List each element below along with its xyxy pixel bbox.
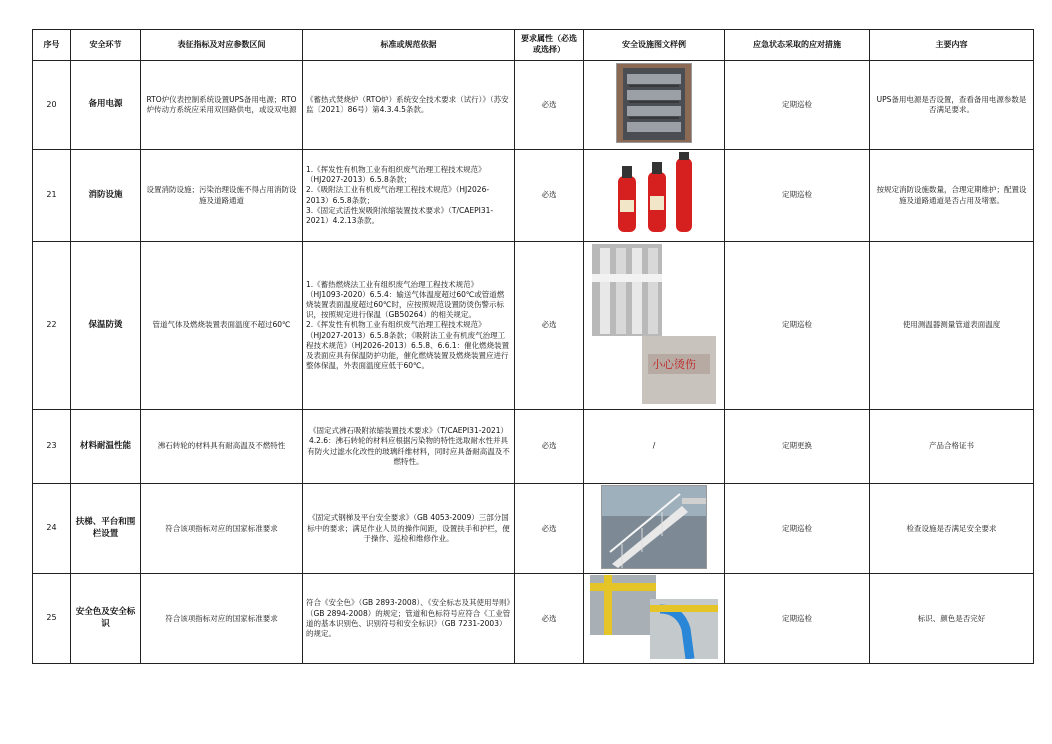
row-attr: 必选 <box>515 410 584 484</box>
row-attr: 必选 <box>515 150 584 242</box>
row-number: 20 <box>33 61 71 150</box>
table-row <box>33 574 1034 664</box>
table-row <box>33 410 1034 484</box>
row-content: 检查设施是否满足安全要求 <box>870 484 1034 574</box>
row-image <box>584 242 725 410</box>
row-section: 材料耐温性能 <box>71 410 141 484</box>
row-section: 安全色及安全标识 <box>71 574 141 664</box>
row-image <box>584 574 725 664</box>
header-indicator: 表征指标及对应参数区间 <box>141 30 303 61</box>
header-content: 主要内容 <box>870 30 1034 61</box>
row-section: 备用电源 <box>71 61 141 150</box>
fire-extinguisher-photo <box>604 152 704 236</box>
row-number: 23 <box>33 410 71 484</box>
header-measure: 应急状态采取的应对措施 <box>725 30 870 61</box>
row-indicator: RTO炉仪表控制系统设置UPS备用电源；RTO炉传动方系统应采用双回路供电，或设双电源 <box>141 61 303 150</box>
row-standard: 符合《安全色》（GB 2893-2008）、《安全标志及其使用导则》（GB 2894-2008）的规定；管道和色标符号应符合《工业管道的基本识别色、识别符号和安全标识》（GB 7231-2003）的规定。 <box>303 574 515 664</box>
row-measure: 定期巡检 <box>725 150 870 242</box>
row-measure: 定期更换 <box>725 410 870 484</box>
steel-stair-photo <box>601 485 707 569</box>
row-attr: 必选 <box>515 574 584 664</box>
row-image: / <box>584 410 725 484</box>
table-row <box>33 61 1034 150</box>
row-number: 24 <box>33 484 71 574</box>
insulated-pipes-photo <box>592 244 716 404</box>
row-indicator: 符合该项指标对应的国家标准要求 <box>141 574 303 664</box>
row-number: 22 <box>33 242 71 410</box>
row-number: 25 <box>33 574 71 664</box>
row-measure: 定期巡检 <box>725 574 870 664</box>
row-attr: 必选 <box>515 61 584 150</box>
safety-table <box>32 29 1034 664</box>
row-measure: 定期巡检 <box>725 61 870 150</box>
table-row <box>33 484 1034 574</box>
header-image: 安全设施图文样例 <box>584 30 725 61</box>
ups-cabinet-photo <box>616 63 692 143</box>
row-standard: 1.《蓄热燃烧法工业有组织废气治理工程技术规范》（HJ1093-2020）6.5.4：输送气体温度超过60℃或管道燃烧装置表面温度超过60℃时，应按照规范设置防烫伤警示标识，按照规定进行保温（GB50264）的相关规定。 2.《挥发性有机物工业有组织废气治理工程技术规范》（HJ2027-2013）6.5.8条款；《吸附法工业有机废气治理工程技术规范》（HJ2026-2013）6.5.8、6.6.1：催化燃烧装置及表面应具有保温防护功能，催化燃烧装置及燃烧装置应进行整体保温，外表面温度应低于60℃。 <box>303 242 515 410</box>
row-indicator: 符合该项指标对应的国家标准要求 <box>141 484 303 574</box>
row-content: 产品合格证书 <box>870 410 1034 484</box>
row-standard: 1.《挥发性有机物工业有组织废气治理工程技术规范》（HJ2027-2013）6.5.8条款； 2.《吸附法工业有机废气治理工程技术规范》（HJ2026-2013）6.5.8条款； 3.《固定式活性炭吸附浓缩装置技术要求》（T/CAEPI31-2021）4.2.13条款。 <box>303 150 515 242</box>
row-content: 按规定消防设施数量，合理定期维护；配置设施及道路通道是否占用及堵塞。 <box>870 150 1034 242</box>
row-content: UPS备用电源是否设置，查看备用电源参数是否满足要求。 <box>870 61 1034 150</box>
header-standard: 标准或规范依据 <box>303 30 515 61</box>
row-attr: 必选 <box>515 242 584 410</box>
row-indicator: 沸石转轮的材料具有耐高温及不燃特性 <box>141 410 303 484</box>
table-row <box>33 150 1034 242</box>
header-no: 序号 <box>33 30 71 61</box>
row-indicator: 管道气体及燃烧装置表面温度不超过60℃ <box>141 242 303 410</box>
row-image <box>584 61 725 150</box>
header-row <box>33 30 1034 61</box>
row-content: 标识、颜色是否完好 <box>870 574 1034 664</box>
row-number: 21 <box>33 150 71 242</box>
row-section: 保温防烫 <box>71 242 141 410</box>
row-measure: 定期巡检 <box>725 484 870 574</box>
row-image <box>584 150 725 242</box>
header-attr: 要求属性（必选或选择） <box>515 30 584 61</box>
svg-text:小心烫伤: 小心烫伤 <box>652 357 696 371</box>
row-attr: 必选 <box>515 484 584 574</box>
row-indicator: 设置消防设施；污染治理设施不得占用消防设施及道路通道 <box>141 150 303 242</box>
row-content: 使用测温器测量管道表面温度 <box>870 242 1034 410</box>
color-pipes-photo <box>590 575 718 659</box>
header-section: 安全环节 <box>71 30 141 61</box>
row-standard: 《蓄热式焚烧炉（RTO炉）系统安全技术要求（试行）》（苏安监〔2021〕86号）第4.3.4.5条款。 <box>303 61 515 150</box>
row-section: 消防设施 <box>71 150 141 242</box>
row-section: 扶梯、平台和围栏设置 <box>71 484 141 574</box>
row-standard: 《固定式钢梯及平台安全要求》（GB 4053-2009）三部分国标中的要求；满足作业人员的操作间距，设置扶手和护栏，便于操作、巡检和维修作业。 <box>303 484 515 574</box>
row-standard: 《固定式沸石吸附浓缩装置技术要求》（T/CAEPI31-2021）4.2.6：沸石转轮的材料应根据污染物的特性选取耐水性并具有防火过滤水化改性的玻璃纤维材料，同时应具备耐高温及不燃特性。 <box>303 410 515 484</box>
row-image <box>584 484 725 574</box>
row-measure: 定期巡检 <box>725 242 870 410</box>
table-row <box>33 242 1034 410</box>
